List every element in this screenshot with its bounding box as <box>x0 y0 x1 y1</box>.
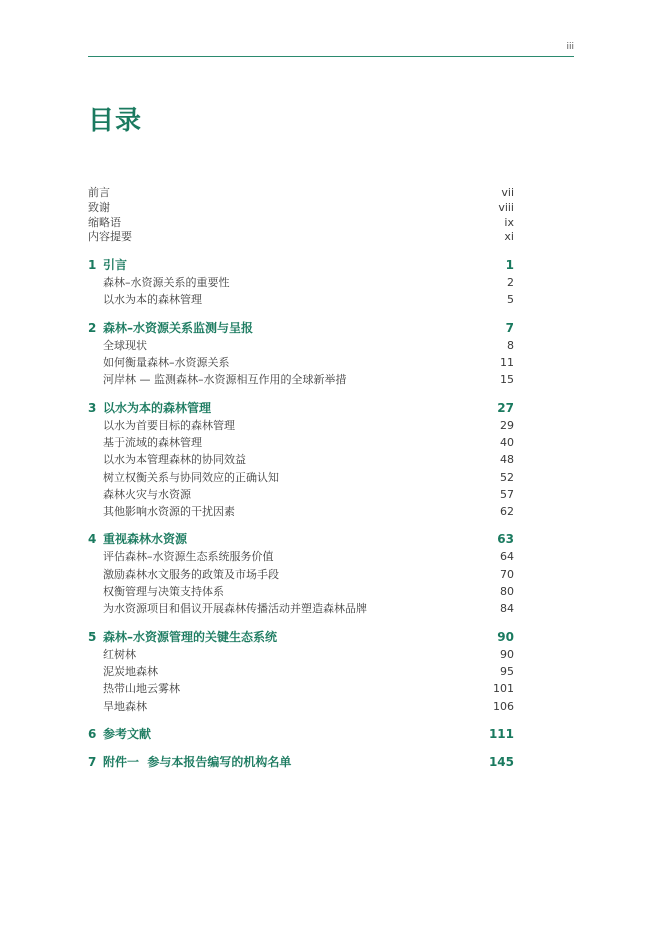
entry-page: 95 <box>500 664 514 678</box>
toc-entry[interactable] <box>88 548 514 565</box>
entry-label: 基于流域的森林管理 <box>103 435 202 449</box>
toc-entry[interactable] <box>88 417 514 434</box>
front-matter-entry[interactable] <box>88 216 514 231</box>
entry-label: 河岸林 — 监测森林–水资源相互作用的全球新举措 <box>103 373 347 387</box>
chapter-page: 90 <box>497 629 514 644</box>
chapter-section-1 <box>88 256 514 309</box>
chapter-page: 7 <box>505 320 514 335</box>
entry-page: 106 <box>493 699 514 713</box>
chapter-page: 1 <box>505 258 514 273</box>
chapter-page: 27 <box>497 400 514 415</box>
toc-entry[interactable] <box>88 503 514 520</box>
entry-label: 前言 <box>88 186 110 199</box>
toc-entry[interactable] <box>88 274 514 291</box>
chapter-section-5 <box>88 628 514 715</box>
entry-label: 森林–水资源关系的重要性 <box>103 276 230 290</box>
toc-entry[interactable] <box>88 354 514 371</box>
chapter-heading[interactable] <box>88 530 514 548</box>
chapter-heading[interactable] <box>88 628 514 646</box>
toc-entry[interactable] <box>88 646 514 663</box>
toc-entry[interactable] <box>88 583 514 600</box>
entry-label: 以水为首要目标的森林管理 <box>103 418 235 432</box>
chapter-title: 参考文献 <box>103 726 152 741</box>
entry-label: 致谢 <box>88 200 110 214</box>
entry-page: 57 <box>500 487 514 501</box>
chapter-number: 1 <box>88 258 97 273</box>
entry-page: 29 <box>500 418 514 432</box>
toc-entry[interactable] <box>88 451 514 468</box>
front-matter <box>88 186 514 245</box>
toc-entry[interactable] <box>88 291 514 308</box>
header-rule <box>88 56 574 57</box>
front-matter-entry[interactable] <box>88 230 514 245</box>
entry-page: 84 <box>500 602 514 616</box>
toc-entry[interactable] <box>88 434 514 451</box>
entry-page: viii <box>498 200 514 214</box>
front-matter-entry[interactable] <box>88 186 514 201</box>
entry-label: 为水资源项目和倡议开展森林传播活动并塑造森林品牌 <box>103 602 367 616</box>
entry-page: 62 <box>500 505 514 519</box>
chapter-number: 2 <box>88 320 97 335</box>
toc-entry[interactable] <box>88 469 514 486</box>
chapter-section-4 <box>88 530 514 617</box>
entry-label: 激励森林水文服务的政策及市场手段 <box>103 567 279 581</box>
chapter-page: 63 <box>497 532 514 547</box>
chapter-section-7 <box>88 753 514 771</box>
entry-page: 11 <box>500 356 514 370</box>
toc-entry[interactable] <box>88 698 514 715</box>
table-of-contents <box>88 186 514 771</box>
entry-page: 80 <box>500 585 514 599</box>
entry-label: 权衡管理与决策支持体系 <box>103 585 224 599</box>
entry-label: 内容提要 <box>88 230 132 244</box>
entry-label: 森林火灾与水资源 <box>103 487 191 501</box>
chapter-page: 111 <box>488 726 514 741</box>
entry-page: 101 <box>493 682 514 696</box>
entry-label: 评估森林–水资源生态系统服务价值 <box>103 550 274 564</box>
entry-page: 8 <box>507 338 514 352</box>
chapter-section-2 <box>88 319 514 389</box>
entry-label: 树立权衡关系与协同效应的正确认知 <box>103 470 279 484</box>
entry-label: 全球现状 <box>103 338 147 352</box>
toc-entry[interactable] <box>88 371 514 388</box>
chapter-title: 重视森林水资源 <box>103 532 188 547</box>
entry-label: 缩略语 <box>88 215 121 229</box>
toc-entry[interactable] <box>88 486 514 503</box>
chapter-section-3 <box>88 399 514 521</box>
entry-label: 其他影响水资源的干扰因素 <box>103 505 235 519</box>
entry-page: 15 <box>500 373 514 387</box>
front-matter-entry[interactable] <box>88 201 514 216</box>
toc-entry[interactable] <box>88 566 514 583</box>
chapter-title: 附件一 参与本报告编写的机构名单 <box>103 754 292 769</box>
chapter-title: 森林–水资源管理的关键生态系统 <box>103 629 278 644</box>
entry-page: xi <box>504 230 514 244</box>
entry-page: ix <box>504 215 514 229</box>
chapter-section-6 <box>88 725 514 743</box>
chapter-heading[interactable] <box>88 399 514 417</box>
chapter-number: 4 <box>88 532 97 547</box>
entry-page: 48 <box>500 453 514 467</box>
entry-page: 52 <box>500 470 514 484</box>
chapter-heading[interactable] <box>88 319 514 337</box>
toc-entry[interactable] <box>88 680 514 697</box>
entry-page: 5 <box>507 293 514 307</box>
chapter-number: 3 <box>88 400 97 415</box>
entry-label: 旱地森林 <box>103 699 147 713</box>
chapter-title: 以水为本的森林管理 <box>103 400 212 415</box>
entry-page: 64 <box>500 550 514 564</box>
entry-page: 90 <box>500 647 514 661</box>
chapter-page: 145 <box>488 754 514 769</box>
chapter-heading[interactable] <box>88 256 514 274</box>
entry-label: 以水为本的森林管理 <box>103 293 202 307</box>
entry-page: 40 <box>500 435 514 449</box>
chapter-title: 森林–水资源关系监测与呈报 <box>103 320 254 335</box>
entry-label: 以水为本管理森林的协同效益 <box>103 453 246 467</box>
entry-page: 70 <box>500 567 514 581</box>
chapter-heading[interactable] <box>88 753 514 771</box>
entry-label: 热带山地云雾林 <box>103 682 180 696</box>
toc-entry[interactable] <box>88 337 514 354</box>
page-number: iii <box>566 42 574 52</box>
entry-label: 红树林 <box>103 647 136 661</box>
entry-page: vii <box>501 186 514 199</box>
chapter-heading[interactable] <box>88 725 514 743</box>
chapter-number: 6 <box>88 726 97 741</box>
chapter-number: 5 <box>88 629 97 644</box>
toc-entry[interactable] <box>88 663 514 680</box>
chapter-title: 引言 <box>103 258 128 273</box>
toc-entry[interactable] <box>88 600 514 617</box>
entry-page: 2 <box>507 276 514 290</box>
entry-label: 泥炭地森林 <box>103 664 158 678</box>
chapter-number: 7 <box>88 754 97 769</box>
entry-label: 如何衡量森林–水资源关系 <box>103 356 230 370</box>
page-title: 目录 <box>88 106 143 136</box>
